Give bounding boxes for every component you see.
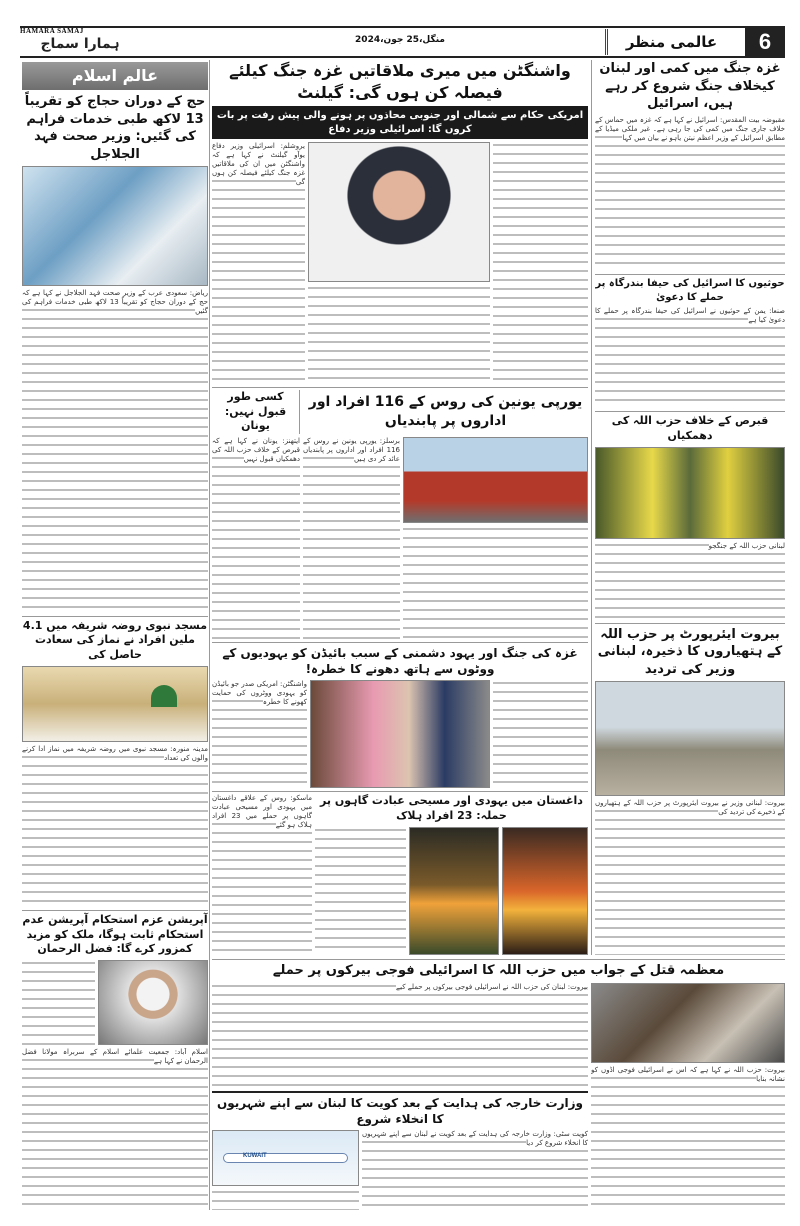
article-body [22, 960, 95, 1045]
masthead-bottom-rule [20, 56, 785, 58]
hezbollah-fighters-photo [595, 447, 785, 539]
biden-row [212, 680, 588, 788]
lead-row [212, 142, 588, 384]
column-divider [591, 60, 592, 955]
article-body: ماسکو: روس کے علاقے داغستان میں یہودی اور مسیحی عبادت گاہوں پر حملے میں 23 افراد ہلاک ہو گئے [212, 794, 312, 955]
newspaper-logo [20, 27, 140, 56]
article-body: ریاض: سعودی عرب کے وزیر صحت فہد الجلاجل نے کہا ہے کہ حج کے دوران حجاج کو تقریباً 13 لاکھ طبی خدمات فراہم کی گئیں [22, 289, 208, 612]
article-body: برسلز: یورپی یونین نے روس کے 116 افراد اور اداروں پر پابندیاں عائد کر دی ہیں [303, 437, 400, 638]
headline: قبرص کے خلاف حزب اللہ کی دھمکیاں [595, 411, 785, 444]
fazlur-rehman-photo [98, 960, 208, 1045]
headline: غزہ جنگ میں کمی اور لبنان کیخلاف جنگ شروع کر رہے ہیں، اسرائیل [599, 61, 781, 112]
article-body: بیروت: حزب اللہ نے کہا ہے کہ اس نے اسرائیلی فوجی اڈوں کو نشانہ بنایا [591, 1066, 785, 1210]
headline: مسجد نبوی روضہ شریفہ میں 4.1 ملین افراد نے نماز کی سعادت حاصل کی [22, 616, 208, 664]
lead-headline: واشنگٹن میں میری ملاقاتیں غزہ جنگ کیلئے فیصلہ کن ہوں گی: گیلنٹ [229, 61, 571, 102]
article-body: بیروت: لبنان کی حزب اللہ نے اسرائیلی فوجی بیرکوں پر حملے کیے [212, 983, 588, 1088]
article-body: بیروت: لبنانی وزیر نے بیروت ایئرپورٹ پر حزب اللہ کے ہتھیاروں کے ذخیرے کی تردید کی [595, 799, 785, 955]
dagestan-column [315, 794, 588, 955]
center-column [212, 60, 588, 955]
headline-row [212, 387, 588, 435]
section-banner: عالم اسلام [22, 62, 208, 90]
page-number: 6 [745, 28, 785, 56]
headline: کسی طور قبول نہیں: یونان [212, 390, 300, 435]
headline: داغستان میں یہودی اور مسیحی عبادت گاہوں پر حملہ: 23 افراد ہلاک [320, 793, 583, 822]
article-body: کویت سٹی: وزارت خارجہ کی ہدایت کے بعد کویت نے لبنان سے اپنے شہریوں کا انخلاء شروع کر دیا [362, 1130, 588, 1210]
issue-date: منگل،25 جون،2024 [355, 35, 445, 45]
headline: غزہ کی جنگ اور یہود دشمنی کے سبب بائیڈن کو یہودیوں کے ووٹوں سے ہاتھ دھونے کا خطرہ! [212, 642, 588, 677]
bottom-section [212, 959, 785, 1210]
lead-subheadline: امریکی حکام سے شمالی اور جنوبی محاذوں پر ہونے والی پیش رفت پر بات کروں گا: اسرائیلی وزیر دفاع [212, 106, 588, 139]
dagestan-photos [315, 827, 588, 955]
headline: بیروت ایئرپورٹ پر حزب اللہ کے ہتھیاروں کا ذخیرہ، لبنانی وزیر کی تردید [595, 623, 785, 679]
fire-photo [502, 827, 588, 955]
church-fire-photo [409, 827, 499, 955]
article-body: واشنگٹن: امریکی صدر جو بائیڈن کو یہودی ووٹروں کی حمایت کھونے کا خطرہ [212, 680, 307, 788]
airplane-livery-text: KUWAIT [243, 1153, 267, 1159]
section-title: عالمی منظر [605, 29, 735, 55]
logo-latin: HAMARA SAMAJ [20, 27, 84, 35]
strike-photo [591, 983, 785, 1063]
photo-row [22, 960, 208, 1045]
bottom-left [212, 983, 588, 1210]
article-body: مقبوضہ بیت المقدس: اسرائیل نے کہا ہے کہ غزہ میں حماس کے خلاف جاری جنگ میں کمی کی جا رہی ہے۔ غیر ملکی میڈیا کے مطابق اسرائیل کے وزیر اعظم نیتن یاہو نے بیان میں کہا [595, 116, 785, 272]
right-column [595, 60, 785, 955]
article-body: یروشلم: اسرائیلی وزیر دفاع یوآو گیلنٹ نے کہا ہے کہ واشنگٹن میں ان کی ملاقاتیں غزہ جنگ کیلئے فیصلہ کن ہوں گی [212, 142, 305, 384]
mosque-photo [22, 666, 208, 742]
article-body [315, 827, 406, 955]
gallant-photo [308, 142, 490, 282]
article-body [493, 142, 588, 384]
kuwait-airways-photo [212, 1130, 359, 1186]
article-body [403, 526, 588, 638]
article-body: مدینہ منورہ: مسجد نبوی میں روضہ شریفہ میں نماز ادا کرنے والوں کی تعداد [22, 745, 208, 907]
airplane [223, 1153, 348, 1163]
biden-harris-photo [310, 680, 490, 788]
article-body: لبنانی حزب اللہ کے جنگجو [595, 542, 785, 620]
logo-urdu: ہمارا سماج [40, 36, 120, 52]
article-body: ایتھنز: یونان نے کہا ہے کہ قبرص کے خلاف حزب اللہ کی دھمکیاں قبول نہیں [212, 437, 300, 638]
bottom-right [591, 983, 785, 1210]
article-body [308, 285, 490, 384]
kremlin-column [403, 437, 588, 638]
headline: حج کے دوران حجاج کو تقریباً 13 لاکھ طبی خدمات فراہم کی گئیں: وزیر صحت فہد الجلاجل [24, 94, 206, 162]
headline: وزارت خارجہ کی ہدایت کے بعد کویت کا لبنان سے اپنے شہریوں کا انخلاء شروع [212, 1091, 588, 1127]
article-body: اسلام آباد: جمعیت علمائے اسلام کے سربراہ مولانا فضل الرحمان نے کہا ہے [22, 1048, 208, 1210]
kuwait-photo-column [212, 1130, 359, 1210]
article-body: صنعا: یمن کے حوثیوں نے اسرائیل کی حیفا بندرگاہ پر حملے کا دعویٰ کیا ہے [595, 307, 785, 408]
hospital-photo [22, 166, 208, 286]
left-column [22, 62, 208, 1210]
green-dome [151, 685, 177, 707]
headline: یورپی یونین کی روس کے 116 افراد اور اداروں پر پابندیاں [308, 394, 583, 430]
beirut-airport-photo [595, 681, 785, 796]
article-body [493, 680, 588, 788]
headline: حوثیوں کا اسرائیل کی حیفا بندرگاہ پر حملے کا دعویٰ [595, 274, 785, 304]
kremlin-photo [403, 437, 588, 523]
bottom-row [212, 983, 785, 1210]
eu-row [212, 437, 588, 638]
lead-photo-column [308, 142, 490, 384]
headline: آپریشن عزم استحکام آپریشن عدم استحکام ثابت ہوگا، ملک کو مزید کمزور کرے گا: فضل الرحمان [22, 910, 208, 958]
kuwait-row [212, 1130, 588, 1210]
column-divider [209, 60, 210, 1210]
dagestan-row [212, 791, 588, 955]
article-body [212, 1189, 359, 1210]
headline: معظمہ قتل کے جواب میں حزب اللہ کا اسرائیلی فوجی بیرکوں پر حملے [272, 963, 725, 978]
